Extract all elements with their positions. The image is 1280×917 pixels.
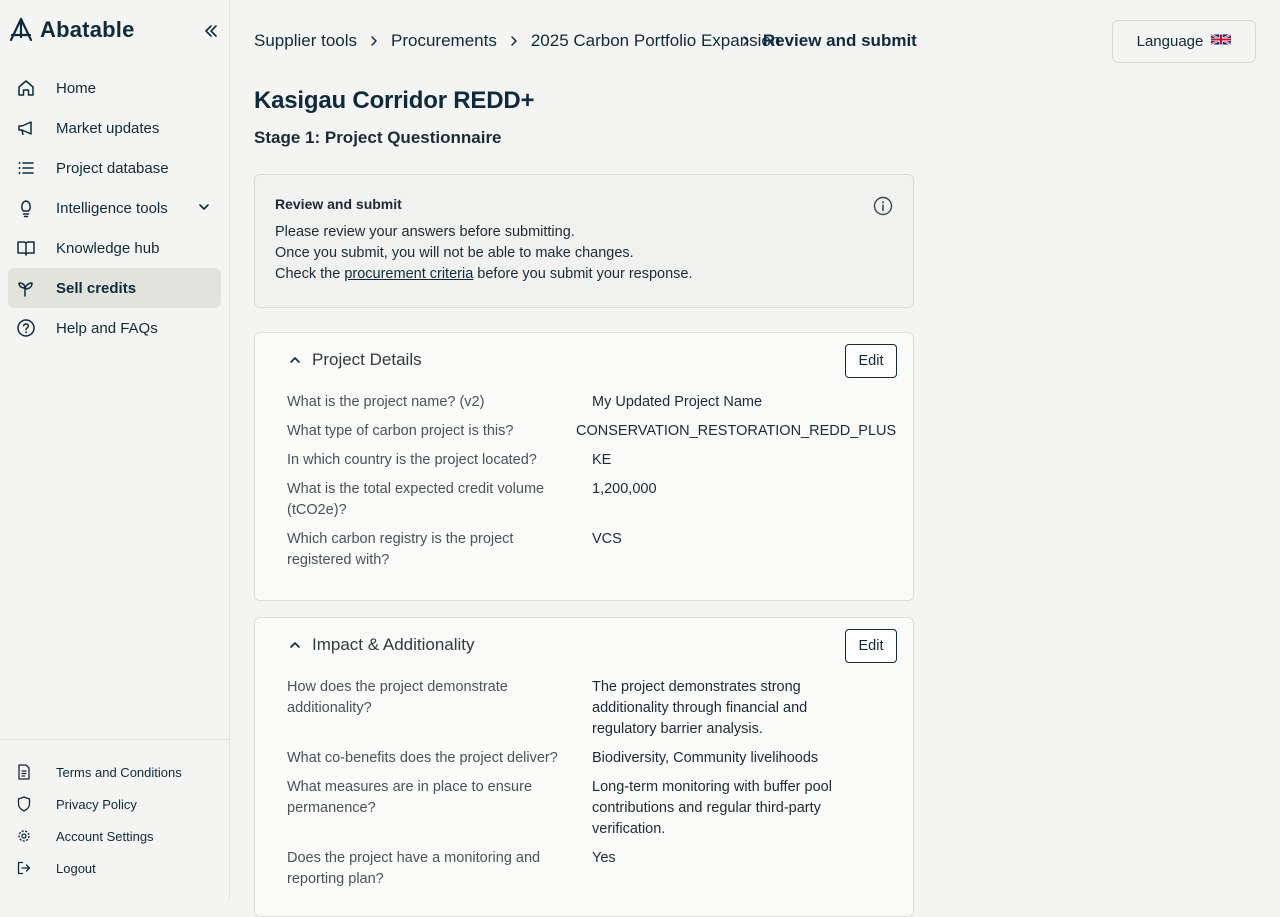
list-icon — [16, 158, 36, 178]
answer: Yes — [592, 850, 616, 866]
sidebar-item-intelligence-tools[interactable] — [8, 188, 221, 228]
page-title: Kasigau Corridor REDD+ — [254, 87, 535, 114]
uk-flag-icon — [1211, 32, 1231, 51]
sidebar-item-label: Home — [56, 79, 97, 97]
section-toggle[interactable] — [287, 350, 422, 370]
sidebar-item-label: Help and FAQs — [56, 319, 158, 337]
chevron-up-icon — [287, 637, 303, 653]
section-header — [255, 618, 913, 674]
section-toggle[interactable] — [287, 635, 475, 655]
breadcrumb-procurement-name[interactable]: 2025 Carbon Portfolio Expansion — [530, 31, 781, 50]
section-project-details — [254, 332, 914, 601]
footer-nav — [8, 756, 221, 884]
answer: The project demonstrates strong additionality through financial and regulatory barrier analysis. — [592, 679, 808, 737]
section-title: Project Details — [312, 350, 422, 369]
sidebar-item-help-faqs[interactable] — [8, 308, 221, 348]
info-title: Review and submit — [275, 196, 402, 212]
answer: CONSERVATION_RESTORATION_REDD_PLUS — [576, 423, 897, 439]
answer: My Updated Project Name — [592, 394, 763, 410]
info-line: Please review your answers before submitting. — [275, 224, 575, 240]
answer: KE — [592, 452, 612, 468]
sidebar-item-knowledge-hub[interactable] — [8, 228, 221, 268]
book-open-icon — [16, 238, 36, 258]
sidebar-item-label: Sell credits — [56, 279, 137, 297]
question: Which carbon registry is the project registered with? — [287, 531, 514, 568]
question: What is the total expected credit volume (tCO2e)? — [287, 481, 545, 518]
footer-item-privacy[interactable] — [8, 788, 221, 820]
section-impact-additionality — [254, 617, 914, 917]
footer-item-label: Account Settings — [56, 828, 154, 844]
sidebar-item-market-updates[interactable] — [8, 108, 221, 148]
logout-icon — [16, 860, 32, 876]
sidebar-item-label: Knowledge hub — [56, 239, 160, 257]
question: In which country is the project located? — [287, 452, 537, 468]
footer-item-logout[interactable] — [8, 852, 221, 884]
footer-item-account-settings[interactable] — [8, 820, 221, 852]
lightbulb-icon — [16, 198, 36, 218]
footer-item-label: Privacy Policy — [56, 796, 137, 812]
info-line: Once you submit, you will not be able to make changes. — [275, 245, 634, 261]
chevrons-left-icon — [203, 23, 219, 39]
language-button[interactable] — [1112, 20, 1256, 63]
logo[interactable] — [8, 16, 135, 44]
procurement-criteria-link[interactable]: procurement criteria — [344, 266, 474, 282]
breadcrumb — [254, 30, 917, 52]
question: What type of carbon project is this? — [287, 423, 514, 439]
chevron-up-icon — [287, 352, 303, 368]
collapse-sidebar-button[interactable] — [200, 20, 222, 42]
edit-project-details-button[interactable]: Edit — [845, 344, 897, 378]
sidebar — [0, 0, 230, 900]
info-text: before you submit your response. — [473, 266, 693, 282]
question: What is the project name? (v2) — [287, 394, 485, 410]
sidebar-item-label: Market updates — [56, 119, 160, 137]
question: How does the project demonstrate additionality? — [287, 679, 508, 716]
info-line — [275, 264, 893, 285]
sidebar-item-sell-credits[interactable] — [8, 268, 221, 308]
language-label: Language — [1136, 33, 1204, 50]
question: What co-benefits does the project deliver? — [287, 750, 558, 766]
chevron-right-icon — [497, 35, 531, 47]
section-header — [255, 333, 913, 389]
megaphone-icon — [16, 118, 36, 138]
question: What measures are in place to ensure permanence? — [287, 779, 533, 816]
breadcrumb-procurements[interactable]: Procurements — [391, 31, 497, 50]
chevron-down-icon[interactable] — [197, 200, 211, 219]
sidebar-item-home[interactable] — [8, 68, 221, 108]
logo-text: Abatable — [40, 17, 135, 42]
sidebar-divider — [0, 739, 229, 740]
shield-icon — [16, 796, 32, 812]
answer: 1,200,000 — [592, 481, 657, 497]
page-subtitle: Stage 1: Project Questionnaire — [254, 128, 502, 147]
breadcrumb-current: Review and submit — [762, 31, 917, 50]
chevron-right-icon — [729, 35, 763, 47]
abatable-logo-icon — [8, 17, 34, 43]
breadcrumb-supplier-tools[interactable]: Supplier tools — [254, 31, 358, 50]
answer: VCS — [592, 531, 622, 547]
file-text-icon — [16, 764, 32, 780]
edit-impact-button[interactable]: Edit — [845, 629, 897, 663]
question: Does the project have a monitoring and reporting plan? — [287, 850, 541, 887]
sidebar-item-label: Intelligence tools — [56, 199, 168, 217]
info-text: Check the — [275, 266, 345, 282]
home-icon — [16, 78, 36, 98]
footer-item-label: Logout — [56, 860, 96, 876]
answer: Biodiversity, Community livelihoods — [592, 750, 819, 766]
help-circle-icon — [16, 318, 36, 338]
sidebar-item-project-database[interactable] — [8, 148, 221, 188]
gear-icon — [16, 828, 32, 844]
footer-item-label: Terms and Conditions — [56, 764, 182, 780]
main-nav — [8, 68, 221, 348]
answer: Long-term monitoring with buffer pool contributions and regular third-party verification. — [592, 779, 832, 837]
review-info-box — [254, 174, 914, 308]
section-title: Impact & Additionality — [312, 635, 475, 654]
chevron-right-icon — [357, 35, 391, 47]
info-icon[interactable] — [873, 196, 893, 216]
sprout-icon — [16, 278, 36, 298]
footer-item-terms[interactable] — [8, 756, 221, 788]
sidebar-item-label: Project database — [56, 159, 169, 177]
